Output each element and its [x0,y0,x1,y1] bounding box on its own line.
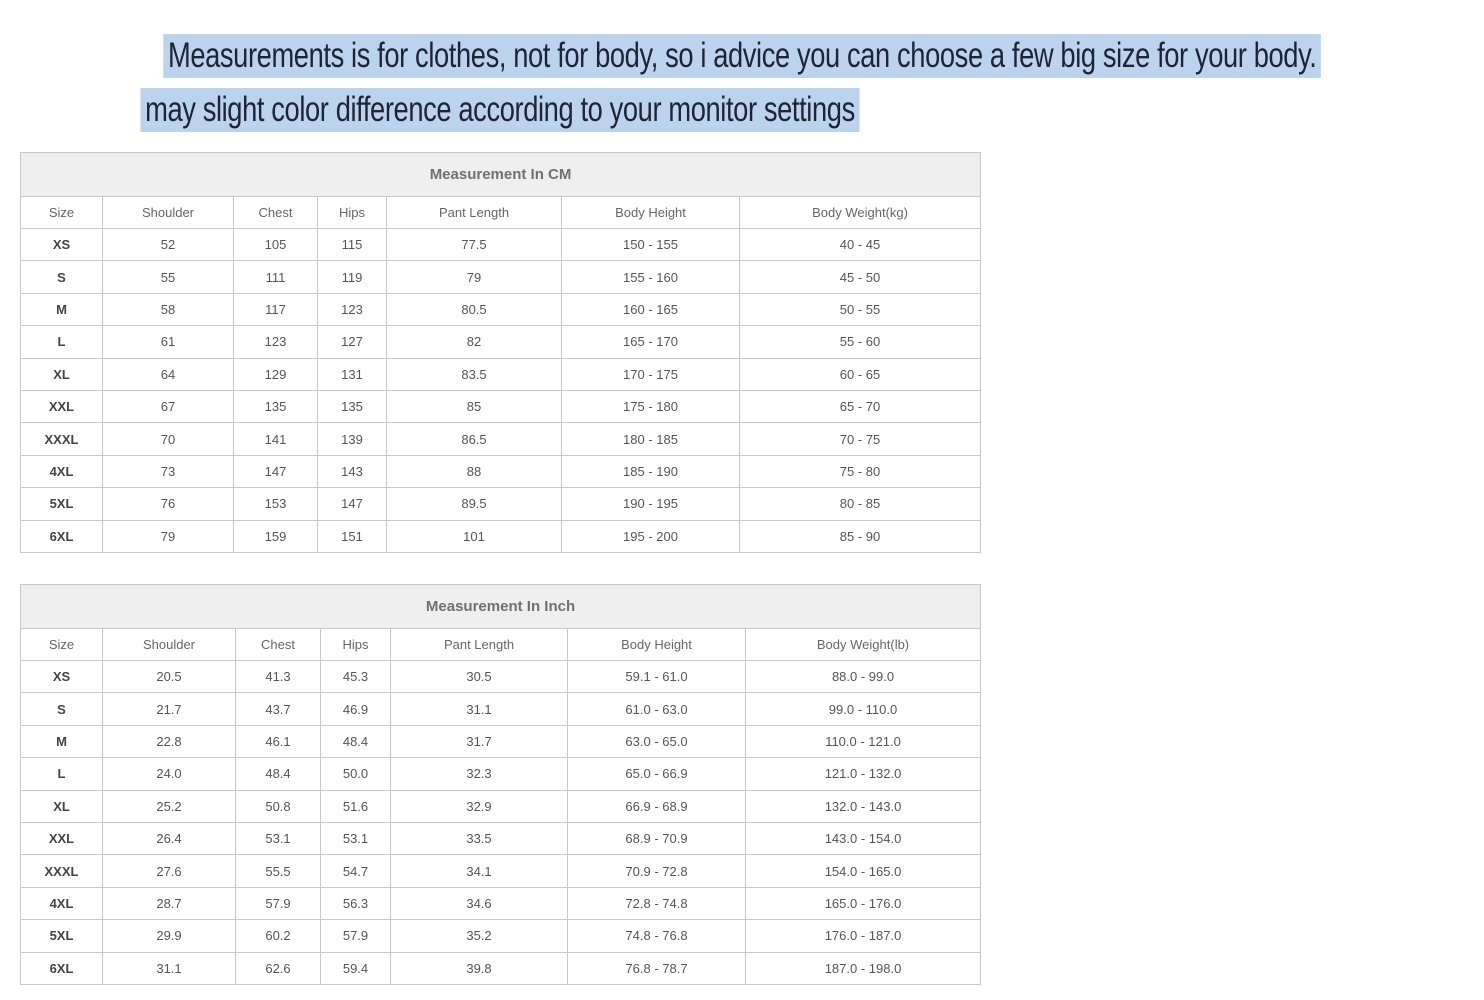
table-row [21,725,981,757]
table-row [21,790,981,822]
body-height-cell: 72.8 - 74.8 [568,887,746,919]
pant-length-cell: 30.5 [391,661,568,693]
table-row [21,455,981,487]
hips-cell: 48.4 [321,725,391,757]
pant-length-cell: 35.2 [391,920,568,952]
size-cell: XXXL [21,855,103,887]
body-height-cell: 68.9 - 70.9 [568,822,746,854]
body-height-cell: 66.9 - 68.9 [568,790,746,822]
size-cell: 5XL [21,920,103,952]
body-height-cell: 190 - 195 [562,488,740,520]
body-weight-cell: 75 - 80 [740,455,981,487]
size-table-inch [20,584,981,985]
chest-cell: 60.2 [236,920,321,952]
size-cell: 5XL [21,488,103,520]
chest-cell: 129 [234,358,318,390]
pant-length-cell: 31.7 [391,725,568,757]
shoulder-cell: 52 [103,229,234,261]
hips-cell: 135 [318,390,387,422]
hips-cell: 151 [318,520,387,552]
table-row [21,261,981,293]
body-height-cell: 76.8 - 78.7 [568,952,746,984]
shoulder-cell: 79 [103,520,234,552]
table-row [21,693,981,725]
column-header-hips: Hips [318,197,387,229]
shoulder-cell: 20.5 [103,661,236,693]
hips-cell: 115 [318,229,387,261]
column-header-body-height: Body Height [568,629,746,661]
body-height-cell: 74.8 - 76.8 [568,920,746,952]
table-row [21,822,981,854]
table-row [21,952,981,984]
column-header-shoulder: Shoulder [103,629,236,661]
size-cell: XS [21,229,103,261]
column-header-body-height: Body Height [562,197,740,229]
body-weight-cell: 70 - 75 [740,423,981,455]
hips-cell: 54.7 [321,855,391,887]
body-height-cell: 175 - 180 [562,390,740,422]
pant-length-cell: 88 [387,455,562,487]
column-header-size: Size [21,629,103,661]
body-height-cell: 180 - 185 [562,423,740,455]
pant-length-cell: 101 [387,520,562,552]
table-title: Measurement In Inch [21,585,981,629]
shoulder-cell: 70 [103,423,234,455]
shoulder-cell: 31.1 [103,952,236,984]
body-height-cell: 70.9 - 72.8 [568,855,746,887]
column-header-pant-length: Pant Length [387,197,562,229]
notice-line-1 [0,34,1317,78]
notice-text-1: Measurements is for clothes, not for body, so i advice you can choose a few big size for your body. [163,34,1321,78]
table-body [21,229,981,553]
size-cell: 4XL [21,455,103,487]
table-row [21,661,981,693]
body-height-cell: 165 - 170 [562,326,740,358]
shoulder-cell: 28.7 [103,887,236,919]
hips-cell: 123 [318,293,387,325]
chest-cell: 41.3 [236,661,321,693]
body-height-cell: 155 - 160 [562,261,740,293]
hips-cell: 51.6 [321,790,391,822]
shoulder-cell: 61 [103,326,234,358]
size-cell: 4XL [21,887,103,919]
size-cell: XL [21,790,103,822]
chest-cell: 46.1 [236,725,321,757]
column-header-size: Size [21,197,103,229]
hips-cell: 131 [318,358,387,390]
table-row [21,758,981,790]
table-row [21,920,981,952]
size-cell: S [21,261,103,293]
column-header-body-weight: Body Weight(kg) [740,197,981,229]
body-weight-cell: 165.0 - 176.0 [746,887,981,919]
shoulder-cell: 29.9 [103,920,236,952]
body-height-cell: 185 - 190 [562,455,740,487]
column-header-pant-length: Pant Length [391,629,568,661]
hips-cell: 59.4 [321,952,391,984]
chest-cell: 50.8 [236,790,321,822]
notice-text-2: may slight color difference according to your monitor settings [140,88,859,132]
body-height-cell: 160 - 165 [562,293,740,325]
pant-length-cell: 33.5 [391,822,568,854]
size-cell: S [21,693,103,725]
size-cell: XXL [21,390,103,422]
hips-cell: 57.9 [321,920,391,952]
table-row [21,520,981,552]
body-weight-cell: 60 - 65 [740,358,981,390]
chest-cell: 57.9 [236,887,321,919]
column-header-chest: Chest [234,197,318,229]
pant-length-cell: 32.9 [391,790,568,822]
pant-length-cell: 79 [387,261,562,293]
body-weight-cell: 45 - 50 [740,261,981,293]
chest-cell: 105 [234,229,318,261]
body-weight-cell: 110.0 - 121.0 [746,725,981,757]
pant-length-cell: 86.5 [387,423,562,455]
chest-cell: 159 [234,520,318,552]
table-row [21,326,981,358]
body-height-cell: 195 - 200 [562,520,740,552]
shoulder-cell: 67 [103,390,234,422]
chest-cell: 48.4 [236,758,321,790]
pant-length-cell: 89.5 [387,488,562,520]
size-cell: L [21,758,103,790]
body-height-cell: 170 - 175 [562,358,740,390]
hips-cell: 143 [318,455,387,487]
size-cell: XL [21,358,103,390]
chest-cell: 53.1 [236,822,321,854]
shoulder-cell: 21.7 [103,693,236,725]
size-cell: 6XL [21,520,103,552]
table-row [21,358,981,390]
shoulder-cell: 24.0 [103,758,236,790]
body-weight-cell: 176.0 - 187.0 [746,920,981,952]
hips-cell: 45.3 [321,661,391,693]
column-header-hips: Hips [321,629,391,661]
hips-cell: 50.0 [321,758,391,790]
body-weight-cell: 154.0 - 165.0 [746,855,981,887]
pant-length-cell: 82 [387,326,562,358]
table-row [21,423,981,455]
column-header-body-weight: Body Weight(lb) [746,629,981,661]
chest-cell: 55.5 [236,855,321,887]
pant-length-cell: 77.5 [387,229,562,261]
table-row [21,855,981,887]
table-row [21,887,981,919]
pant-length-cell: 34.6 [391,887,568,919]
pant-length-cell: 85 [387,390,562,422]
body-height-cell: 61.0 - 63.0 [568,693,746,725]
body-weight-cell: 187.0 - 198.0 [746,952,981,984]
hips-cell: 139 [318,423,387,455]
pant-length-cell: 83.5 [387,358,562,390]
shoulder-cell: 76 [103,488,234,520]
shoulder-cell: 25.2 [103,790,236,822]
chest-cell: 147 [234,455,318,487]
column-header-chest: Chest [236,629,321,661]
table-row [21,390,981,422]
body-height-cell: 65.0 - 66.9 [568,758,746,790]
pant-length-cell: 34.1 [391,855,568,887]
size-cell: M [21,725,103,757]
hips-cell: 46.9 [321,693,391,725]
column-header-shoulder: Shoulder [103,197,234,229]
body-weight-cell: 132.0 - 143.0 [746,790,981,822]
chest-cell: 153 [234,488,318,520]
shoulder-cell: 64 [103,358,234,390]
body-height-cell: 150 - 155 [562,229,740,261]
table-row [21,293,981,325]
hips-cell: 147 [318,488,387,520]
body-weight-cell: 50 - 55 [740,293,981,325]
shoulder-cell: 58 [103,293,234,325]
table-body [21,661,981,985]
body-weight-cell: 143.0 - 154.0 [746,822,981,854]
body-height-cell: 63.0 - 65.0 [568,725,746,757]
table-row [21,488,981,520]
hips-cell: 119 [318,261,387,293]
chest-cell: 135 [234,390,318,422]
body-weight-cell: 65 - 70 [740,390,981,422]
shoulder-cell: 73 [103,455,234,487]
body-weight-cell: 80 - 85 [740,488,981,520]
body-height-cell: 59.1 - 61.0 [568,661,746,693]
chest-cell: 117 [234,293,318,325]
body-weight-cell: 85 - 90 [740,520,981,552]
size-cell: XXXL [21,423,103,455]
body-weight-cell: 99.0 - 110.0 [746,693,981,725]
size-cell: L [21,326,103,358]
size-cell: XXL [21,822,103,854]
size-cell: XS [21,661,103,693]
chest-cell: 123 [234,326,318,358]
chest-cell: 141 [234,423,318,455]
body-weight-cell: 88.0 - 99.0 [746,661,981,693]
shoulder-cell: 22.8 [103,725,236,757]
chest-cell: 62.6 [236,952,321,984]
body-weight-cell: 55 - 60 [740,326,981,358]
shoulder-cell: 26.4 [103,822,236,854]
notice-line-2 [0,88,1000,132]
hips-cell: 127 [318,326,387,358]
size-table-cm [20,152,981,553]
body-weight-cell: 121.0 - 132.0 [746,758,981,790]
hips-cell: 56.3 [321,887,391,919]
table-row [21,229,981,261]
table-title: Measurement In CM [21,153,981,197]
pant-length-cell: 31.1 [391,693,568,725]
pant-length-cell: 39.8 [391,952,568,984]
shoulder-cell: 27.6 [103,855,236,887]
size-cell: M [21,293,103,325]
chest-cell: 111 [234,261,318,293]
body-weight-cell: 40 - 45 [740,229,981,261]
hips-cell: 53.1 [321,822,391,854]
size-cell: 6XL [21,952,103,984]
shoulder-cell: 55 [103,261,234,293]
chest-cell: 43.7 [236,693,321,725]
pant-length-cell: 80.5 [387,293,562,325]
pant-length-cell: 32.3 [391,758,568,790]
